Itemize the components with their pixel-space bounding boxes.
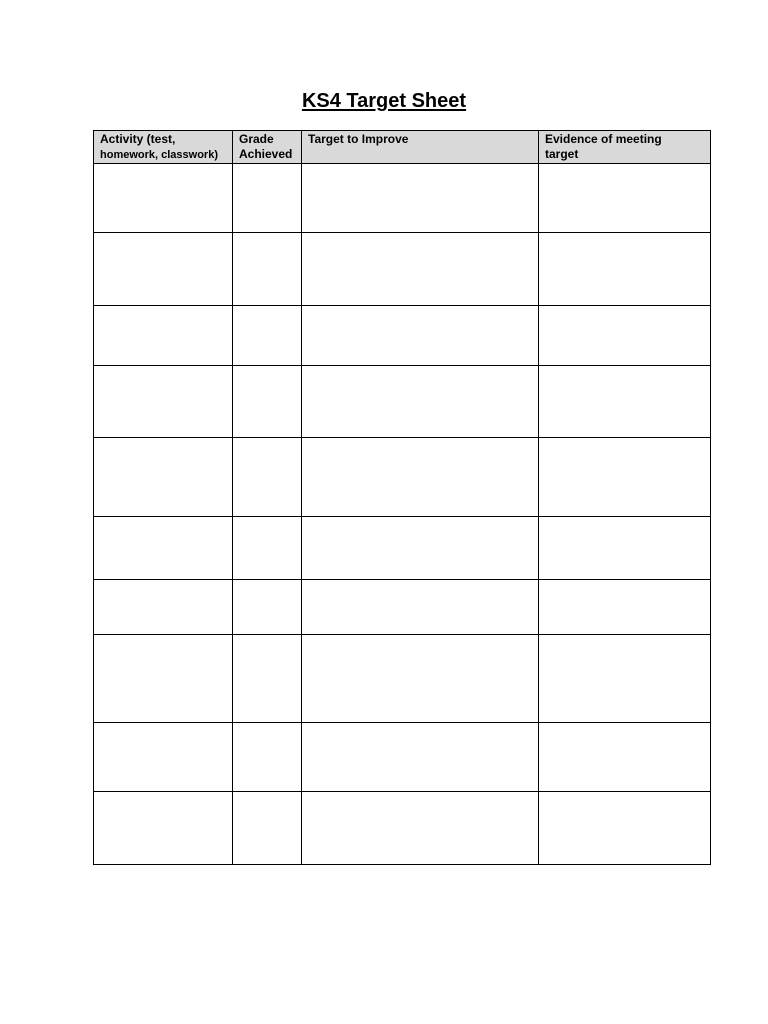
target-cell[interactable]: [302, 438, 539, 517]
evidence-cell[interactable]: [539, 366, 711, 438]
evidence-cell[interactable]: [539, 635, 711, 723]
grade-cell[interactable]: [233, 635, 302, 723]
grade-cell[interactable]: [233, 580, 302, 635]
evidence-cell[interactable]: [539, 723, 711, 792]
target-cell[interactable]: [302, 723, 539, 792]
activity-cell[interactable]: [94, 792, 233, 865]
header-evidence-line2: target: [545, 147, 579, 161]
grade-cell[interactable]: [233, 233, 302, 306]
header-target: [302, 131, 539, 164]
table-row: [94, 517, 711, 580]
target-cell[interactable]: [302, 164, 539, 233]
header-grade: [233, 131, 302, 164]
activity-cell[interactable]: [94, 164, 233, 233]
target-cell[interactable]: [302, 366, 539, 438]
evidence-cell[interactable]: [539, 580, 711, 635]
header-activity-line2: homework, classwork): [100, 149, 218, 161]
page-title: KS4 Target Sheet: [301, 90, 467, 112]
header-activity-line1: Activity (test,: [100, 132, 176, 146]
target-cell[interactable]: [302, 517, 539, 580]
target-cell[interactable]: [302, 580, 539, 635]
header-evidence: [539, 131, 711, 164]
evidence-cell[interactable]: [539, 792, 711, 865]
activity-cell[interactable]: [94, 233, 233, 306]
evidence-cell[interactable]: [539, 438, 711, 517]
grade-cell[interactable]: [233, 792, 302, 865]
activity-cell[interactable]: [94, 580, 233, 635]
header-target-label: Target to Improve: [308, 132, 409, 146]
header-evidence-line1: Evidence of meeting: [545, 132, 662, 146]
grade-cell[interactable]: [233, 438, 302, 517]
target-cell[interactable]: [302, 635, 539, 723]
activity-cell[interactable]: [94, 635, 233, 723]
table-row: [94, 792, 711, 865]
table-header-row: [94, 131, 711, 164]
grade-cell[interactable]: [233, 517, 302, 580]
grade-cell[interactable]: [233, 723, 302, 792]
table-row: [94, 635, 711, 723]
table-row: [94, 306, 711, 366]
target-cell[interactable]: [302, 306, 539, 366]
activity-cell[interactable]: [94, 438, 233, 517]
table-row: [94, 233, 711, 306]
evidence-cell[interactable]: [539, 517, 711, 580]
target-table: [93, 130, 711, 865]
header-grade-line1: Grade: [239, 132, 274, 146]
grade-cell[interactable]: [233, 306, 302, 366]
evidence-cell[interactable]: [539, 164, 711, 233]
table-row: [94, 580, 711, 635]
header-activity: [94, 131, 233, 164]
header-grade-line2: Achieved: [239, 147, 293, 161]
activity-cell[interactable]: [94, 306, 233, 366]
evidence-cell[interactable]: [539, 233, 711, 306]
evidence-cell[interactable]: [539, 306, 711, 366]
activity-cell[interactable]: [94, 517, 233, 580]
table-row: [94, 438, 711, 517]
activity-cell[interactable]: [94, 366, 233, 438]
table-row: [94, 164, 711, 233]
activity-cell[interactable]: [94, 723, 233, 792]
target-cell[interactable]: [302, 792, 539, 865]
grade-cell[interactable]: [233, 366, 302, 438]
grade-cell[interactable]: [233, 164, 302, 233]
table-row: [94, 366, 711, 438]
table-row: [94, 723, 711, 792]
target-cell[interactable]: [302, 233, 539, 306]
